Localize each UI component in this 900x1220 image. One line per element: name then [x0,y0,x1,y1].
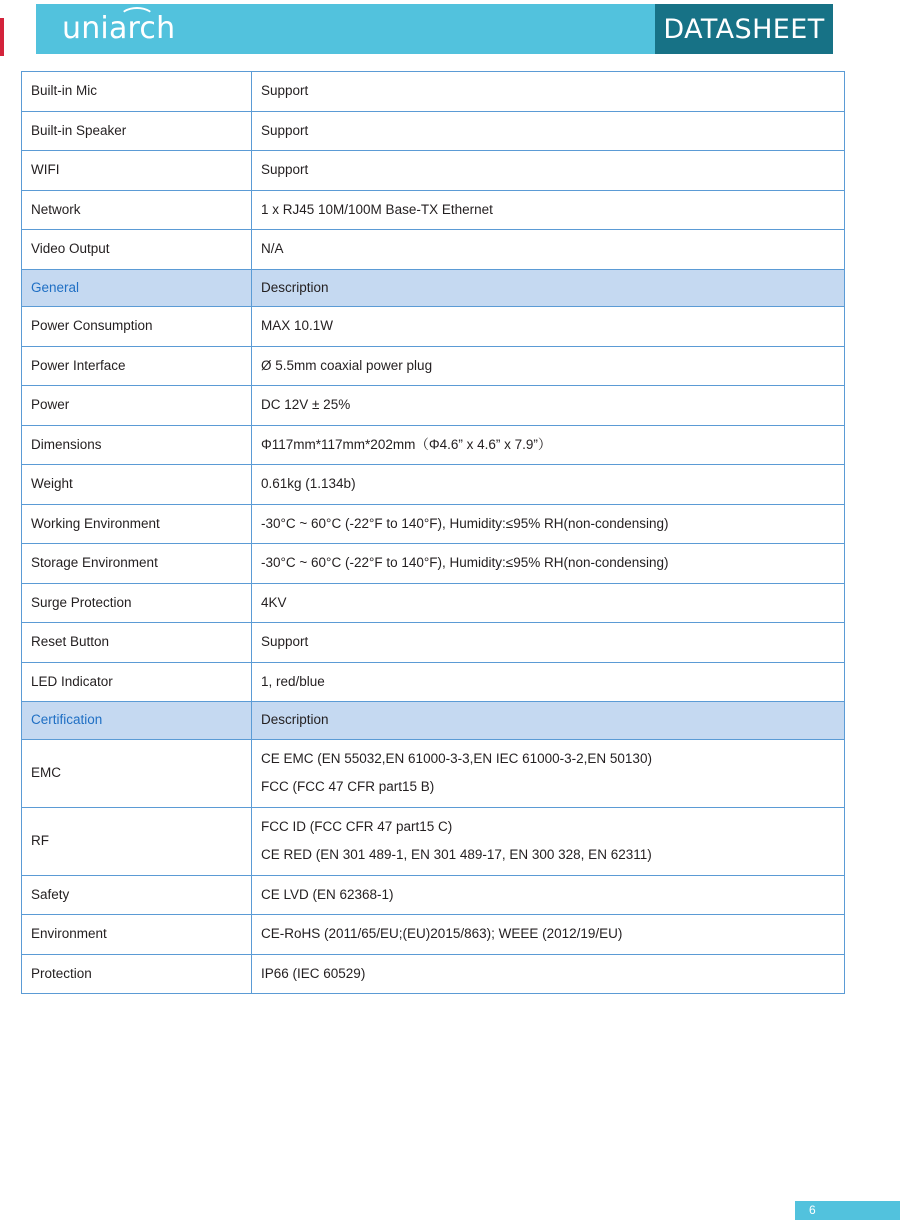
table-row [22,111,845,151]
uniarch-logo [62,11,176,46]
table-row [22,807,845,875]
spec-value-line: Description [261,279,329,295]
table-row [22,72,845,112]
spec-label: Storage Environment [22,544,252,584]
section-label: General [22,269,252,307]
spec-value [252,623,845,663]
spec-value [252,111,845,151]
spec-value-line: -30°C ~ 60°C (-22°F to 140°F), Humidity:≤95% RH(non-condensing) [261,555,669,571]
spec-value-line: MAX 10.1W [261,318,334,334]
spec-label: WIFI [22,151,252,191]
spec-label: Power Consumption [22,307,252,347]
spec-value-line: IP66 (IEC 60529) [261,965,366,981]
table-row [22,386,845,426]
table-row [22,465,845,505]
specification-table-body [22,72,845,994]
spec-value-line: Description [261,712,329,728]
spec-value [252,190,845,230]
spec-value-line: Ø 5.5mm coaxial power plug [261,357,433,373]
table-row [22,583,845,623]
spec-value [252,915,845,955]
spec-value [252,544,845,584]
spec-label: Protection [22,954,252,994]
table-row [22,151,845,191]
spec-value [252,504,845,544]
spec-value-line: -30°C ~ 60°C (-22°F to 140°F), Humidity:≤95% RH(non-condensing) [261,515,669,531]
spec-value [252,386,845,426]
spec-label: Reset Button [22,623,252,663]
page-number: 6 [809,1203,816,1217]
spec-value-line: FCC ID (FCC CFR 47 part15 C) [261,818,453,834]
table-row [22,346,845,386]
table-row [22,504,845,544]
spec-value-line: Support [261,83,309,98]
spec-value [252,662,845,702]
table-row [22,739,845,807]
section-description-header [252,269,845,307]
specification-table [21,71,845,994]
spec-value-line: 0.61kg (1.134b) [261,476,356,492]
table-row [22,915,845,955]
table-row [22,190,845,230]
spec-value-line: Support [261,634,309,650]
table-section-row [22,269,845,307]
spec-value [252,954,845,994]
spec-value [252,72,845,112]
spec-value [252,151,845,191]
table-row [22,875,845,915]
spec-label: RF [22,807,252,875]
spec-label: Built-in Mic [22,72,252,112]
table-section-row [22,702,845,740]
spec-value-line: CE-RoHS (2011/65/EU;(EU)2015/863); WEEE (2012/19/EU) [261,926,623,942]
brand-name-text: uniarch [62,11,176,46]
spec-label: LED Indicator [22,662,252,702]
table-row [22,954,845,994]
spec-value [252,807,845,875]
spec-label: Surge Protection [22,583,252,623]
table-row [22,307,845,347]
spec-value-line: CE LVD (EN 62368-1) [261,886,394,902]
spec-value [252,346,845,386]
spec-value-line: Φ117mm*117mm*202mm（Φ4.6” x 4.6” x 7.9”） [261,436,552,452]
spec-value [252,425,845,465]
spec-value-line: 1 x RJ45 10M/100M Base-TX Ethernet [261,201,493,217]
spec-value [252,465,845,505]
spec-label: Network [22,190,252,230]
left-edge-accent-bar [0,18,4,56]
spec-value [252,230,845,270]
spec-value-line: CE RED (EN 301 489-1, EN 301 489-17, EN 300 328, EN 62311) [261,847,652,863]
spec-value [252,739,845,807]
spec-label: Working Environment [22,504,252,544]
spec-value-line: CE EMC (EN 55032,EN 61000-3-3,EN IEC 61000-3-2,EN 50130) [261,750,652,766]
spec-label: Weight [22,465,252,505]
spec-label: Power Interface [22,346,252,386]
spec-value [252,583,845,623]
spec-value-line: DC 12V ± 25% [261,397,351,413]
spec-label: Power [22,386,252,426]
spec-value-line: 1, red/blue [261,673,325,689]
spec-value-line: Support [261,162,309,178]
table-row [22,230,845,270]
logo-arc-icon [119,7,155,29]
spec-value [252,875,845,915]
table-row [22,544,845,584]
spec-label: EMC [22,739,252,807]
spec-label: Built-in Speaker [22,111,252,151]
spec-label: Video Output [22,230,252,270]
table-row [22,662,845,702]
spec-value-line: Support [261,122,309,138]
spec-label: Dimensions [22,425,252,465]
page-header [36,4,833,54]
datasheet-badge: DATASHEET [655,4,833,54]
spec-label: Environment [22,915,252,955]
table-row [22,425,845,465]
spec-value-line: FCC (FCC 47 CFR part15 B) [261,779,435,795]
section-label: Certification [22,702,252,740]
spec-label: Safety [22,875,252,915]
spec-value-line: N/A [261,241,284,257]
spec-value [252,307,845,347]
section-description-header [252,702,845,740]
brand-block [36,4,655,54]
table-row [22,623,845,663]
spec-value-line: 4KV [261,594,287,610]
